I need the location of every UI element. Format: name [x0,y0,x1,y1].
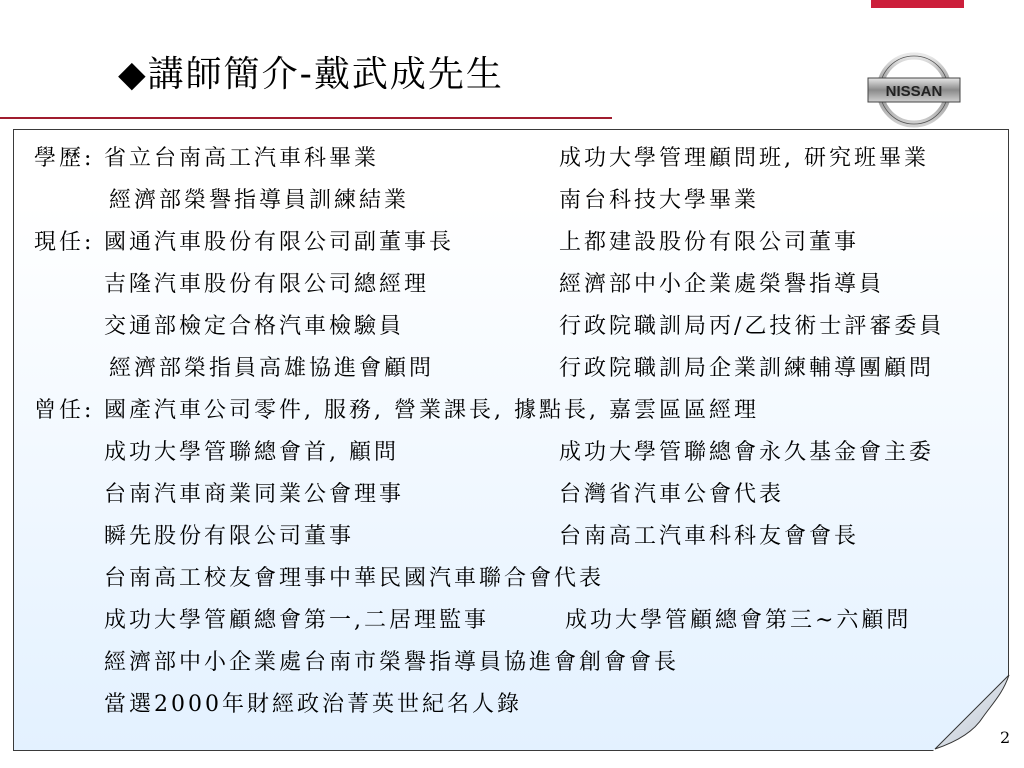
education-item: 成功大學管理顧問班, 研究班畢業 [559,146,929,171]
title-underline [0,117,612,119]
svg-text:NISSAN: NISSAN [885,83,943,100]
current-item: 上都建設股份有限公司董事 [559,230,860,255]
past-label: 曾任: [34,398,95,423]
education-item: 南台科技大學畢業 [559,188,760,213]
bio-content-box [13,129,1009,751]
past-item: 台南汽車商業同業公會理事 [104,482,405,507]
past-item: 國產汽車公司零件, 服務, 營業課長, 據點長, 嘉雲區區經理 [104,398,759,423]
education-label: 學歷: [34,146,95,171]
education-item: 省立台南高工汽車科畢業 [104,146,380,171]
current-item: 經濟部中小企業處榮譽指導員 [559,272,885,297]
past-item: 經濟部中小企業處台南市榮譽指導員協進會創會會長 [104,650,680,675]
nissan-logo [864,50,964,130]
past-item: 台南高工校友會理事中華民國汽車聯合會代表 [104,566,605,591]
current-item: 吉隆汽車股份有限公司總經理 [104,272,430,297]
past-item: 瞬先股份有限公司董事 [104,524,355,549]
past-item: 成功大學管顧總會第一,二居理監事 [104,608,489,633]
past-item: 成功大學管聯總會首, 顧問 [104,440,399,465]
current-item: 行政院職訓局丙/乙技術士評審委員 [559,314,945,339]
top-accent-bar [871,0,964,8]
page-number: 2 [1000,728,1011,747]
current-item: 行政院職訓局企業訓練輔導團顧問 [559,356,935,381]
past-item: 成功大學管顧總會第三~六顧問 [565,608,912,633]
current-item: 國通汽車股份有限公司副董事長 [104,230,455,255]
past-item: 成功大學管聯總會永久基金會主委 [559,440,935,465]
past-item: 當選2000年財經政治菁英世紀名人錄 [104,692,522,717]
current-item: 經濟部榮指員高雄協進會顧問 [109,356,435,381]
past-item: 台南高工汽車科科友會會長 [559,524,860,549]
current-label: 現任: [34,230,95,255]
past-item: 台灣省汽車公會代表 [559,482,785,507]
education-item: 經濟部榮譽指導員訓練結業 [109,188,410,213]
current-item: 交通部檢定合格汽車檢驗員 [104,314,405,339]
slide-title: ◆講師簡介-戴武成先生 [118,54,504,95]
